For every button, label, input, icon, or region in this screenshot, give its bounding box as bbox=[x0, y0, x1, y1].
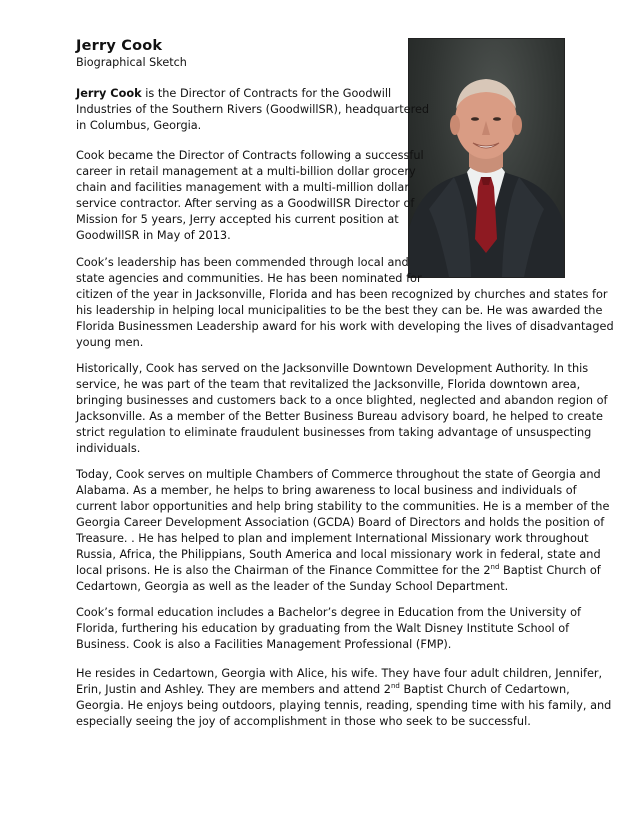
text-line: young men. bbox=[76, 336, 144, 349]
text-line: individuals. bbox=[76, 442, 141, 455]
text-line: especially seeing the joy of accomplishment in those who seek to be successful. bbox=[76, 715, 531, 728]
text-line: Georgia Career Development Association (GCDA) Board of Directors and holds the position of bbox=[76, 516, 605, 529]
paragraph-family bbox=[76, 666, 611, 730]
text-line: service contractor. After serving as a GoodwillSR Director of bbox=[76, 197, 415, 210]
paragraph-history bbox=[76, 361, 608, 457]
paragraph-career bbox=[76, 148, 424, 244]
text-line: bringing businesses and customers back to a once blighted, neglected and abandon region of bbox=[76, 394, 608, 407]
text-line: Cook’s leadership has been commended through local and bbox=[76, 256, 409, 269]
text-line: Today, Cook serves on multiple Chambers of Commerce throughout the state of Georgia and bbox=[76, 468, 601, 481]
text-line: current labor opportunities and help bring stability to the communities. He is a member of the bbox=[76, 500, 610, 513]
text-line: state agencies and communities. He has been nominated for bbox=[76, 272, 422, 285]
text-line: strict regulation to eliminate fraudulent businesses from taking advantage of unsuspecting bbox=[76, 426, 592, 439]
paragraph-leadership bbox=[76, 255, 614, 351]
text-line: Historically, Cook has served on the Jacksonville Downtown Development Authority. In this bbox=[76, 362, 589, 375]
paragraph-intro bbox=[76, 86, 429, 134]
text-line: He resides in Cedartown, Georgia with Alice, his wife. They have four adult children, Jennifer, bbox=[76, 667, 603, 680]
text-line: Jacksonville. As a member of the Better Business Bureau advisory board, he helped to create bbox=[76, 410, 603, 423]
page-subtitle: Biographical Sketch bbox=[76, 56, 187, 69]
portrait-photo-icon bbox=[409, 39, 564, 277]
text-line: is the Director of Contracts for the Goodwill bbox=[141, 87, 392, 100]
bold-name: Jerry Cook bbox=[76, 87, 142, 100]
text-line: GoodwillSR in May of 2013. bbox=[76, 229, 231, 242]
text-line: chain and facilities management with a multi-million dollar bbox=[76, 181, 409, 194]
text-line: Alabama. As a member, he helps to bring awareness to local business and individuals of bbox=[76, 484, 577, 497]
text-line: Florida Businessmen Leadership award for his work with developing the lives of disadvantaged bbox=[76, 320, 614, 333]
text-line: his leadership in helping local municipalities to be the best they can be. He was awarded the bbox=[76, 304, 603, 317]
text-line: Cook became the Director of Contracts following a successful bbox=[76, 149, 424, 162]
portrait-photo bbox=[408, 38, 565, 278]
text-line: Industries of the Southern Rivers (GoodwillSR), headquartered bbox=[76, 103, 430, 116]
text-line: local prisons. He is also the Chairman of the Finance Committee for the 2nd Baptist Church of bbox=[76, 563, 601, 577]
text-line: Mission for 5 years, Jerry accepted his current position at bbox=[76, 213, 399, 226]
page-title: Jerry Cook bbox=[76, 38, 163, 54]
paragraph-education bbox=[76, 605, 581, 653]
text-line: Erin, Justin and Ashley. They are members and attend 2nd Baptist Church of Cedartown, bbox=[76, 682, 570, 696]
text-line: Business. Cook is also a Facilities Management Professional (FMP). bbox=[76, 638, 452, 651]
text-line: Cedartown, Georgia as well as the leader of the Sunday School Department. bbox=[76, 580, 509, 593]
text-line: Cook’s formal education includes a Bachelor’s degree in Education from the University of bbox=[76, 606, 582, 619]
text-line: Russia, Africa, the Philippians, South America and local missionary work in federal, state and bbox=[76, 548, 601, 561]
text-line: service, he was part of the team that revitalized the Jacksonville, Florida downtown area, bbox=[76, 378, 581, 391]
paragraph-today bbox=[76, 467, 609, 595]
text-line: Florida, furthering his education by graduating from the Walt Disney Institute School of bbox=[76, 622, 570, 635]
text-line: Treasure. . He has helped to plan and implement International Missionary work throughout bbox=[76, 532, 589, 545]
text-line: Georgia. He enjoys being outdoors, playing tennis, reading, spending time with his family, and bbox=[76, 699, 612, 712]
text-line: in Columbus, Georgia. bbox=[76, 119, 202, 132]
text-line: career in retail management at a multi-billion dollar grocery bbox=[76, 165, 416, 178]
text-line: citizen of the year in Jacksonville, Florida and has been recognized by churches and states for bbox=[76, 288, 608, 301]
